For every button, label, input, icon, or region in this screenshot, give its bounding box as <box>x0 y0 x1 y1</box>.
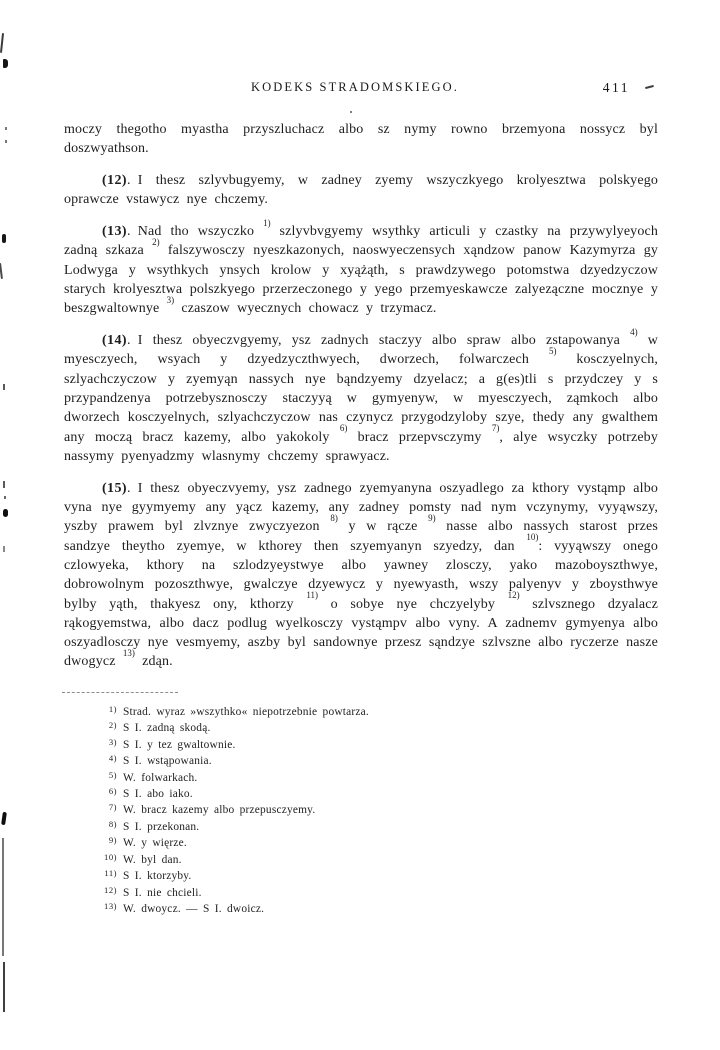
footnote-ref: 12) <box>507 589 520 600</box>
footnote-ref: 3) <box>166 294 175 305</box>
scan-artifact <box>3 481 5 488</box>
footnote-ref: 8) <box>330 512 338 523</box>
footnote-text: W. dwoycz. — S I. dwoicz. <box>123 903 265 916</box>
footnote-number: 12) <box>104 884 117 895</box>
paragraphs <box>64 120 658 672</box>
paragraph-number: (14) <box>102 333 127 349</box>
footnote-number: 1) <box>108 703 117 714</box>
paragraph-12: (12). I thesz szlyvbugyemy, w zadney zyemy wszyczkyego krolyesztwa polskyego oprawcze vstawycz nye chczemy. <box>64 173 658 208</box>
footnote-text: S I. abo iako. <box>123 787 193 800</box>
footnote-text: Strad. wyraz »wszythko« niepotrzebnie powtarza. <box>123 705 369 718</box>
footnote-ref: 7) <box>491 423 500 433</box>
scan-artifact <box>1 812 7 825</box>
footnote-number: 13) <box>104 901 117 912</box>
footnote-5 <box>100 770 658 786</box>
footnote-2 <box>100 720 658 736</box>
scan-artifact <box>0 33 4 53</box>
footnote-separator <box>62 692 178 693</box>
footnote-11 <box>100 868 658 884</box>
footnote-1 <box>100 704 658 720</box>
text-column <box>64 80 658 918</box>
footnote-number: 5) <box>108 769 117 780</box>
paragraph-number: (12) <box>102 173 127 189</box>
footnote-text: W. byl dan. <box>123 853 182 866</box>
footnote-text: S I. zadną skodą. <box>123 722 211 735</box>
footnote-ref: 6) <box>339 423 348 433</box>
paragraph-15: (15). I thesz obyeczvyemy, ysz zadnego zyemyanyna oszyadlego za kthory vystąmp albo vyna nye gyymyemy any yącz kazemy, any zadney pomsty nad nym vczynymy, vyyąwszy, yszby prawem byl zlvznye zwyczyezon $^{8)}$ y w rącze $^{9)}$ nasse albo nassych starost przes sandzye theytho zyemye, w kthorey then szyemyanyn szyedzy, dan $^{10)}$: vyyąwszy onego czlowyeka, kthory na szlodzyeystwye albo yawney zlosczy, yako mazoboyszthwye, dobrowolnym pozoszthwye, gwalczye dzyewycz y nyewyasth, wszy palyenyv y zboysthwye bylby yąth, thakyesz ony, kthorzy $^{11)}$ o sobye nye chczyelyby $^{12)}$ szlvsznego dzyalacz rąkogyemstwa, albo dacz podlug wyelkosczy vystąmpv albo vyny. A zadnemv gymyenya albo oszyadlosczy nye vesmyemy, aszby byl sandownye przesz sąndzye szlvszne albo ryczerze nasze dwogycz $^{13)}$ zdąn. <box>64 480 658 670</box>
paragraph-number: (15) <box>102 480 127 496</box>
footnote-number: 9) <box>108 835 117 846</box>
scan-artifact <box>3 546 5 552</box>
footnote-ref: 4) <box>630 326 638 337</box>
scan-artifact <box>5 140 7 143</box>
footnote-ref: 9) <box>428 512 436 523</box>
footnote-number: 6) <box>108 785 117 796</box>
footnote-number: 8) <box>108 818 117 829</box>
page-number: 411 <box>602 80 630 95</box>
footnote-12 <box>100 885 658 901</box>
footnote-text: S I. nie chcieli. <box>123 886 202 899</box>
footnote-number: 7) <box>108 802 117 813</box>
footnote-6 <box>100 786 658 802</box>
footnote-10 <box>100 852 658 868</box>
paragraph-number: (13) <box>102 224 127 240</box>
footnote-text: S I. ktorzyby. <box>123 870 192 883</box>
paragraph-continuation: moczy thegotho myastha przyszluchacz albo sz nymy rowno brzemyona nossycz byl doszwyathson. <box>64 122 658 157</box>
scan-artifact <box>3 509 8 517</box>
footnote-ref: 10) <box>526 531 539 542</box>
footnote-number: 3) <box>108 736 117 747</box>
paragraph-13: (13). Nad tho wszyczko $^{1)}$ szlyvbvgyemy wsythky articuli y czastky na przywylyeyoch zadną szkaza $^{2)}$ falszywosczy nyeszkazonych, naoswyeczensych xąndzow panow Kazymyrza gy Lodwyga y wsythkych ynsych krolow y xyążąth, s prawdzywego potomstwa dzyedzyczow starych krolyesztwa polszkyego przerzeczonego y yego przemyeskawcze zalyezączne mocznye y beszgwaltownye $^{3)}$ czaszow wyecznych chowacz y trzymacz. <box>64 217 658 317</box>
scan-artifact <box>3 59 8 68</box>
footnote-text: W. bracz kazemy albo przepusczyemy. <box>123 804 316 817</box>
footnote-ref: 11) <box>306 589 319 600</box>
footnote-ref: 13) <box>122 647 135 658</box>
running-head <box>64 80 658 98</box>
scan-artifact <box>2 838 4 956</box>
footnote-text: S I. przekonan. <box>123 820 200 833</box>
footnote-number: 2) <box>108 720 117 731</box>
scan-artifact <box>5 127 7 130</box>
footnote-8 <box>100 819 658 835</box>
footnote-text: S I. y tez gwaltownie. <box>123 738 236 751</box>
footnote-number: 4) <box>108 753 117 764</box>
scan-artifact <box>3 384 5 390</box>
footnote-9 <box>100 835 658 851</box>
footnote-text: W. y więrze. <box>123 837 187 850</box>
scan-artifact <box>3 962 5 1012</box>
footnote-number: 11) <box>104 868 117 879</box>
footnote-7 <box>100 802 658 818</box>
footnote-4 <box>100 753 658 769</box>
footnote-number: 10) <box>104 851 117 862</box>
footnote-ref: 2) <box>152 236 160 247</box>
footnote-ref: 1) <box>263 217 271 228</box>
footnote-ref: 5) <box>548 345 557 356</box>
footnote-text: W. folwarkach. <box>123 771 198 784</box>
scan-artifact <box>2 234 6 243</box>
footnotes <box>100 704 658 918</box>
footnote-text: S I. wstąpowania. <box>123 755 212 768</box>
page-title: KODEKS STRADOMSKIEGO. <box>251 80 459 94</box>
scan-artifact <box>4 496 6 499</box>
footnote-13 <box>100 901 658 917</box>
paragraph-14: (14). I thesz obyeczvgyemy, ysz zadnych staczyy albo spraw albo zstapowanya $^{4)}$ w myesczyech, wsyach y dzyedzyczthwyech, dworzech, folwarczech $^{5)}$ kosczyelnych, szlyachczyczow y zyemyąn nassych nye bąndzyemy dzyelacz; a g(es)tli s przydczey y s przypandzenya potrzebysznosczy staczyyą w gymyenyw, w myesczyech, ząmkoch albo dworzech kosczyelnych, szlyachczyczow nas czynycz przygodzyloby szye, thedy any gwalthem any moczą bracz kazemy, albo yakokoly $^{6)}$ bracz przepvsczymy $^{7)}$, alye wsyczky potrzeby nassymy pyenyadzmy wlasnymy chczemy sprawyacz. <box>64 326 658 464</box>
scan-artifact <box>0 263 3 279</box>
footnote-3 <box>100 737 658 753</box>
